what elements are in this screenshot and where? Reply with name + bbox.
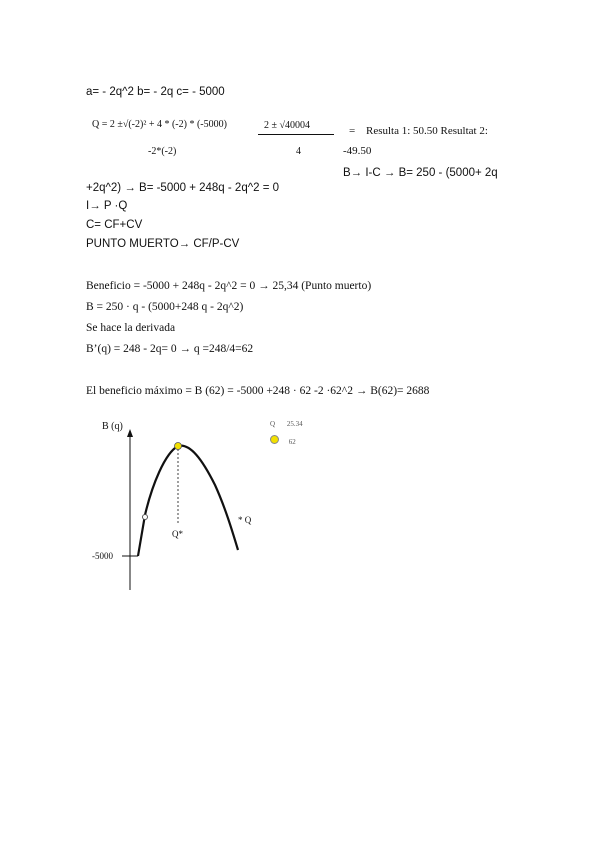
result-two-value: -49.50 xyxy=(343,145,372,157)
benefit-income-cost-line: B→ I-C → B= 250 - (5000+ 2q xyxy=(343,167,498,179)
benefit-curve xyxy=(138,446,238,556)
quadratic-denominator: -2*(-2) xyxy=(148,146,177,157)
quadratic-formula: Q = 2 ±√(-2)² + 4 * (-2) * (-5000) xyxy=(92,119,227,130)
y-axis-label: B (q) xyxy=(102,421,123,432)
legend-text-max: 62 xyxy=(288,438,296,446)
derivative-equation: B’(q) = 248 - 2q= 0 → q =248/4=62 xyxy=(86,343,254,355)
benefit-expansion-line: +2q^2) → B= -5000 + 248q - 2q^2 = 0 xyxy=(86,182,280,194)
legend-marker-q: Q xyxy=(270,420,276,428)
benefit-expression: B = 250 · q - (5000+248 q - 2q^2) xyxy=(86,301,244,313)
maximum-benefit-line: El beneficio máximo = B (62) = -5000 +248 · 62 -2 ·62^2 → B(62)= 2688 xyxy=(86,385,430,397)
fraction-numerator: 2 ± √40004 xyxy=(264,120,310,131)
curve-label: * Q xyxy=(238,515,252,525)
legend-item-breakeven xyxy=(270,421,303,428)
derivative-note: Se hace la derivada xyxy=(86,322,176,334)
break-even-formula: PUNTO MUERTO→ CF/P-CV xyxy=(86,238,240,250)
coefficients-line: a= - 2q^2 b= - 2q c= - 5000 xyxy=(86,86,225,98)
results-label: Resulta 1: 50.50 Resultat 2: xyxy=(366,125,488,137)
legend-text-breakeven: 25.34 xyxy=(286,420,303,428)
fraction-denominator: 4 xyxy=(296,146,301,157)
maximum-point xyxy=(175,443,182,450)
x-axis-label: Q* xyxy=(172,529,183,539)
cost-formula: C= CF+CV xyxy=(86,219,143,231)
legend-item-max xyxy=(270,435,296,446)
benefit-equation: Beneficio = -5000 + 248q - 2q^2 = 0 → 25,34 (Punto muerto) xyxy=(86,280,372,292)
fraction-bar xyxy=(258,134,334,135)
y-axis-arrow xyxy=(127,429,133,437)
equals-sign: = xyxy=(349,125,356,137)
income-formula: I→ P ·Q xyxy=(86,200,128,212)
break-even-point xyxy=(143,515,148,520)
y-axis-tick: -5000 xyxy=(92,551,113,561)
legend-dot-icon xyxy=(270,435,279,444)
